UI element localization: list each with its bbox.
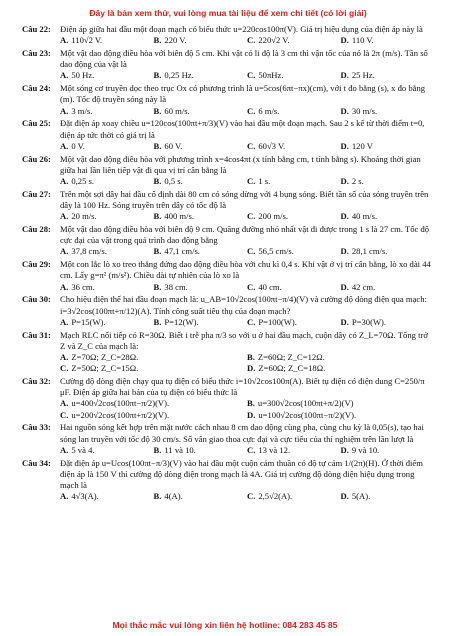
answer-option [247,445,341,456]
answer-option [247,398,434,409]
answer-option [341,106,435,117]
answer-option [154,35,248,46]
answer-option [341,35,435,46]
option-text: 50 Hz. [71,70,95,81]
question-item [22,294,434,328]
option-text: 110 V. [351,35,374,46]
option-label: D. [340,211,349,222]
option-text: 38 cm. [164,281,188,292]
answer-options [60,352,434,374]
option-label: C. [247,316,256,327]
option-label: B. [153,211,162,222]
answer-option [247,282,341,293]
option-text: 50πHz. [258,70,284,81]
option-text: 60 m/s. [164,105,190,116]
option-text: 3 m/s. [71,105,93,116]
answer-option [60,176,154,187]
answer-options [60,211,434,222]
answer-option [247,363,434,374]
question-number: Câu 22: [22,24,51,34]
question-text: Đặt điện áp xoay chiều u=120cos(100πt+π/3)(V) vào hai đầu một đoạn mạch. Sau 2 s kể từ thời điểm t=0, điện áp tức thời có giá trị là [60,118,425,140]
question-item [22,48,434,82]
option-label: B. [153,105,162,116]
option-label: B. [153,176,162,187]
option-text: 60 V. [164,140,183,151]
question-number: Câu 31: [22,329,51,340]
answer-option [154,317,248,328]
option-text: 4√3(A). [71,491,99,502]
answer-option [154,246,248,257]
option-label: C. [247,35,256,46]
question-text: Trên một sợi dây hai đầu cố định dài 80 cm có sóng dừng với 4 bụng sóng. Biết tần số của sóng truyền trên dây là 100 Hz. Sóng truyền trên dây có tốc độ là [60,188,429,211]
answer-option [247,211,341,222]
question-item [22,24,434,46]
question-item [22,189,434,223]
question-item [22,458,434,503]
question-body [60,154,434,188]
option-label: D. [247,363,256,374]
option-label: C. [247,444,256,455]
option-label: A. [60,281,69,292]
option-label: C. [247,281,256,292]
question-body [60,458,434,503]
question-item [22,154,434,188]
question-text: Một sóng cơ truyền dọc theo trục Ox có phương trình là u=5cos(6πt−πx)(cm), với t đo bằng (s), x đo bằng (m). Tốc độ truyền sóng này là [60,83,426,105]
answer-options [60,445,434,456]
answer-option [60,445,154,456]
hotline-footer: Mọi thắc mắc vui lòng xin liên hệ hotline: 084 283 45 85 [112,620,338,630]
option-text: Z=70Ω; Z_C=28Ω. [71,352,139,363]
option-text: u=200√2cos(100πt+π/2)(V). [71,409,170,420]
answer-option [60,352,247,363]
answer-option [247,70,341,81]
question-item [22,422,434,456]
option-label: A. [60,70,69,81]
option-text: 6 m/s. [258,105,280,116]
option-text: 37,8 cm/s. [71,246,107,257]
preview-banner: Đây là bản xem thử, vui lòng mua tài liệu để xem chi tiết (có lời giải) [89,8,367,18]
answer-option [60,398,247,409]
answer-option [341,211,435,222]
option-text: 120 V [351,140,373,151]
option-text: P=30(W). [351,316,387,327]
question-item [22,330,434,375]
question-number: Câu 34: [22,457,51,468]
option-label: B. [153,246,162,257]
answer-options [60,317,434,328]
option-text: 60√3 V. [258,140,286,151]
question-item [22,376,434,421]
answer-options [60,70,434,81]
option-text: P=100(W). [258,316,297,327]
answer-option [341,176,435,187]
option-label: C. [247,176,256,187]
question-body [60,24,434,46]
question-body [60,48,434,82]
question-item [22,224,434,258]
answer-options [60,106,434,117]
option-text: 1 s. [258,176,271,187]
answer-option [154,445,248,456]
answer-option [154,70,248,81]
question-item [22,118,434,152]
answer-option [341,491,435,502]
question-body [60,294,434,328]
answer-option [247,35,341,46]
option-text: Z=60Ω; Z_C=12Ω. [257,352,325,363]
option-label: A. [60,176,69,187]
option-text: 25 Hz. [351,70,375,81]
question-list [22,24,434,502]
answer-option [247,491,341,502]
question-body [60,224,434,258]
option-label: A. [60,211,69,222]
question-text: Cho hiệu điện thế hai đầu đoạn mạch là: u_AB=10√2cos(100πt−π/4)(V) và cường độ dòng điện qua mạch: i=3√2cos(100πt+π/12)(A). Tính công suất tiêu thụ của đoạn mạch? [60,294,427,316]
option-label: D. [340,316,349,327]
answer-option [247,317,341,328]
question-text: Điện áp giữa hai đầu một đoạn mạch có biểu thức u=220cos100π(V). Giá trị hiệu dụng của điện áp này là [60,24,423,34]
answer-option [60,141,154,152]
option-label: D. [247,409,256,420]
option-label: D. [340,105,349,116]
option-label: B. [153,140,162,151]
option-text: 13 và 12. [258,444,291,455]
answer-option [247,176,341,187]
option-text: 9 và 10. [351,444,380,455]
option-text: 0,5 s. [164,176,183,187]
option-label: D. [340,140,349,151]
option-label: A. [60,316,69,327]
answer-option [341,70,435,81]
option-text: 2,5√2(A). [258,491,293,502]
answer-option [60,363,247,374]
answer-option [154,106,248,117]
question-number: Câu 26: [22,153,51,164]
option-label: D. [340,176,349,187]
option-label: D. [340,444,349,455]
option-label: A. [60,398,69,409]
option-label: D. [340,491,349,502]
answer-options [60,282,434,293]
answer-option [247,352,434,363]
option-label: B. [153,444,162,455]
option-label: B. [153,35,162,46]
option-text: 2 s. [351,176,364,187]
question-text: Một con lắc lò xo treo thẳng đứng dao động điều hòa với chu kì 0,4 s. Khi vật ở vị trí cân bằng, lò xo dài 44 cm. Lấy g=π² (m/s²). Chiều dài tự nhiên của lò xo là [60,259,431,281]
option-text: u=300√2cos(100πt+π/2)(V) [257,398,354,409]
option-label: D. [340,246,349,257]
answer-options [60,176,434,187]
option-label: A. [60,246,69,257]
answer-option [341,282,435,293]
option-label: B. [153,70,162,81]
answer-options [60,491,434,502]
option-label: A. [60,352,69,363]
answer-options [60,35,434,46]
question-body [60,330,434,375]
answer-option [60,106,154,117]
answer-option [341,246,435,257]
option-text: P=12(W). [164,316,199,327]
question-text: Một vật dao động điều hòa với biên độ 9 cm. Quãng đường nhỏ nhất vật đi được trong 1 s là 27 cm. Tốc độ cực đại của vật trong quá trình dao động bằng [60,224,430,246]
option-text: 4(A). [164,491,183,502]
option-text: 47,1 cm/s. [164,246,200,257]
option-label: B. [247,352,255,363]
question-number: Câu 28: [22,224,51,235]
option-text: 36 cm. [71,281,95,292]
option-text: 220√2 V. [258,35,290,46]
option-label: A. [60,105,69,116]
answer-option [60,211,154,222]
option-text: 5 và 4. [71,444,95,455]
answer-option [60,35,154,46]
answer-option [60,282,154,293]
option-label: A. [60,444,69,455]
question-text: Một vật dao động điều hòa với biên độ 5 cm. Khi vật có li độ là 3 cm thì vận tốc của nó là 2π (m/s). Tần số dao động của vật là [60,48,428,70]
option-label: C. [247,246,256,257]
option-label: D. [340,35,349,46]
answer-option [154,176,248,187]
question-number: Câu 24: [22,83,51,94]
option-text: 0,25 Hz. [164,70,194,81]
option-text: 40 cm. [258,281,282,292]
option-text: 20 m/s. [71,211,97,222]
question-body [60,118,434,152]
question-number: Câu 29: [22,259,51,270]
question-text: Hai nguồn sóng kết hợp trên mặt nước cách nhau 8 cm dao động cùng pha, cùng chu kỳ là 0,05(s), tạo hai sóng lan truyền với tốc độ 30 cm/s. Số vân giao thoa cực đại và cực tiểu của thí nghiệm trên lần lượt là [60,422,424,444]
answer-option [247,246,341,257]
option-label: B. [153,316,162,327]
question-number: Câu 33: [22,422,51,433]
option-text: Z=60Ω; Z_C=18Ω. [258,363,326,374]
option-label: C. [247,491,256,502]
question-item [22,259,434,293]
option-text: 11 và 10. [164,444,196,455]
option-text: 110√2 V. [71,35,103,46]
answer-option [247,410,434,421]
answer-option [154,282,248,293]
option-text: 30 m/s. [351,105,378,116]
option-text: 0,25 s. [71,176,95,187]
option-text: 220 V. [164,35,187,46]
option-text: Z=50Ω; Z_C=15Ω. [71,363,139,374]
question-number: Câu 27: [22,188,51,199]
question-body [60,83,434,117]
answer-option [154,211,248,222]
answer-option [60,317,154,328]
question-number: Câu 30: [22,294,51,305]
option-label: C. [247,105,256,116]
option-label: D. [340,70,349,81]
question-body [60,376,434,421]
answer-option [60,410,247,421]
question-text: Cường độ dòng điện chạy qua tụ điện có biểu thức i=10√2cos100π(A). Biết tụ điện có điện dung C=250/π μF. Điện áp giữa hai bản của tụ điện có biểu thức là [60,376,425,398]
option-label: B. [247,398,255,409]
option-label: C. [60,409,69,420]
question-text: Đặt điện áp u=Ucos(100πt−π/3)(V) vào hai đầu một cuộn cảm thuần có độ tự cảm 1/(2π)(H). Ở thời điểm điện áp là 150 V thì cường độ dòng điện trong mạch là 4A. Giá trị cường độ dòng điện hiệu dụng trong mạch là [60,457,423,491]
option-text: 400 m/s. [164,211,194,222]
option-label: B. [153,491,162,502]
option-label: A. [60,491,69,502]
question-number: Câu 32: [22,376,51,387]
question-body [60,259,434,293]
option-text: 40 m/s. [351,211,378,222]
option-text: 0 V. [71,140,85,151]
answer-options [60,246,434,257]
answer-option [154,491,248,502]
question-text: Mạch RLC nối tiếp có R=30Ω. Biết i trễ pha π/3 so với u ở hai đầu mạch, cuộn dây có Z_L=70Ω. Tổng trở Z và Z_C của mạch là: [60,329,428,351]
question-item [22,83,434,117]
option-text: P=15(W). [71,316,106,327]
option-label: C. [247,211,256,222]
answer-option [247,106,341,117]
question-body [60,189,434,223]
option-label: A. [60,140,69,151]
option-text: 5(A). [351,491,371,502]
option-label: A. [60,35,69,46]
answer-option [341,141,435,152]
option-text: 200 m/s. [258,211,288,222]
answer-options [60,141,434,152]
answer-option [154,141,248,152]
option-label: C. [247,70,256,81]
option-text: 56,5 cm/s. [258,246,294,257]
answer-option [247,141,341,152]
option-text: 28,1 cm/s. [351,246,388,257]
answer-option [60,246,154,257]
option-text: u=400√2cos(100πt−π/2)(V). [71,398,170,409]
option-label: D. [340,281,349,292]
option-text: u=100√2cos(100πt−π/2)(V). [258,409,357,420]
question-number: Câu 23: [22,48,51,58]
question-number: Câu 25: [22,118,51,129]
answer-option [341,445,435,456]
question-text: Một vật dao động điều hòa với phương trình x=4cos4πt (x tính bằng cm, t tính bằng s). Khoảng thời gian giữa hai lần liên tiếp vật đi qua vị trí cân bằng là [60,153,421,175]
answer-option [60,70,154,81]
question-body [60,422,434,456]
option-label: B. [153,281,162,292]
answer-option [60,491,154,502]
answer-option [341,317,435,328]
answer-options [60,398,434,420]
option-label: C. [247,140,256,151]
option-label: C. [60,363,69,374]
option-text: 42 cm. [351,281,376,292]
